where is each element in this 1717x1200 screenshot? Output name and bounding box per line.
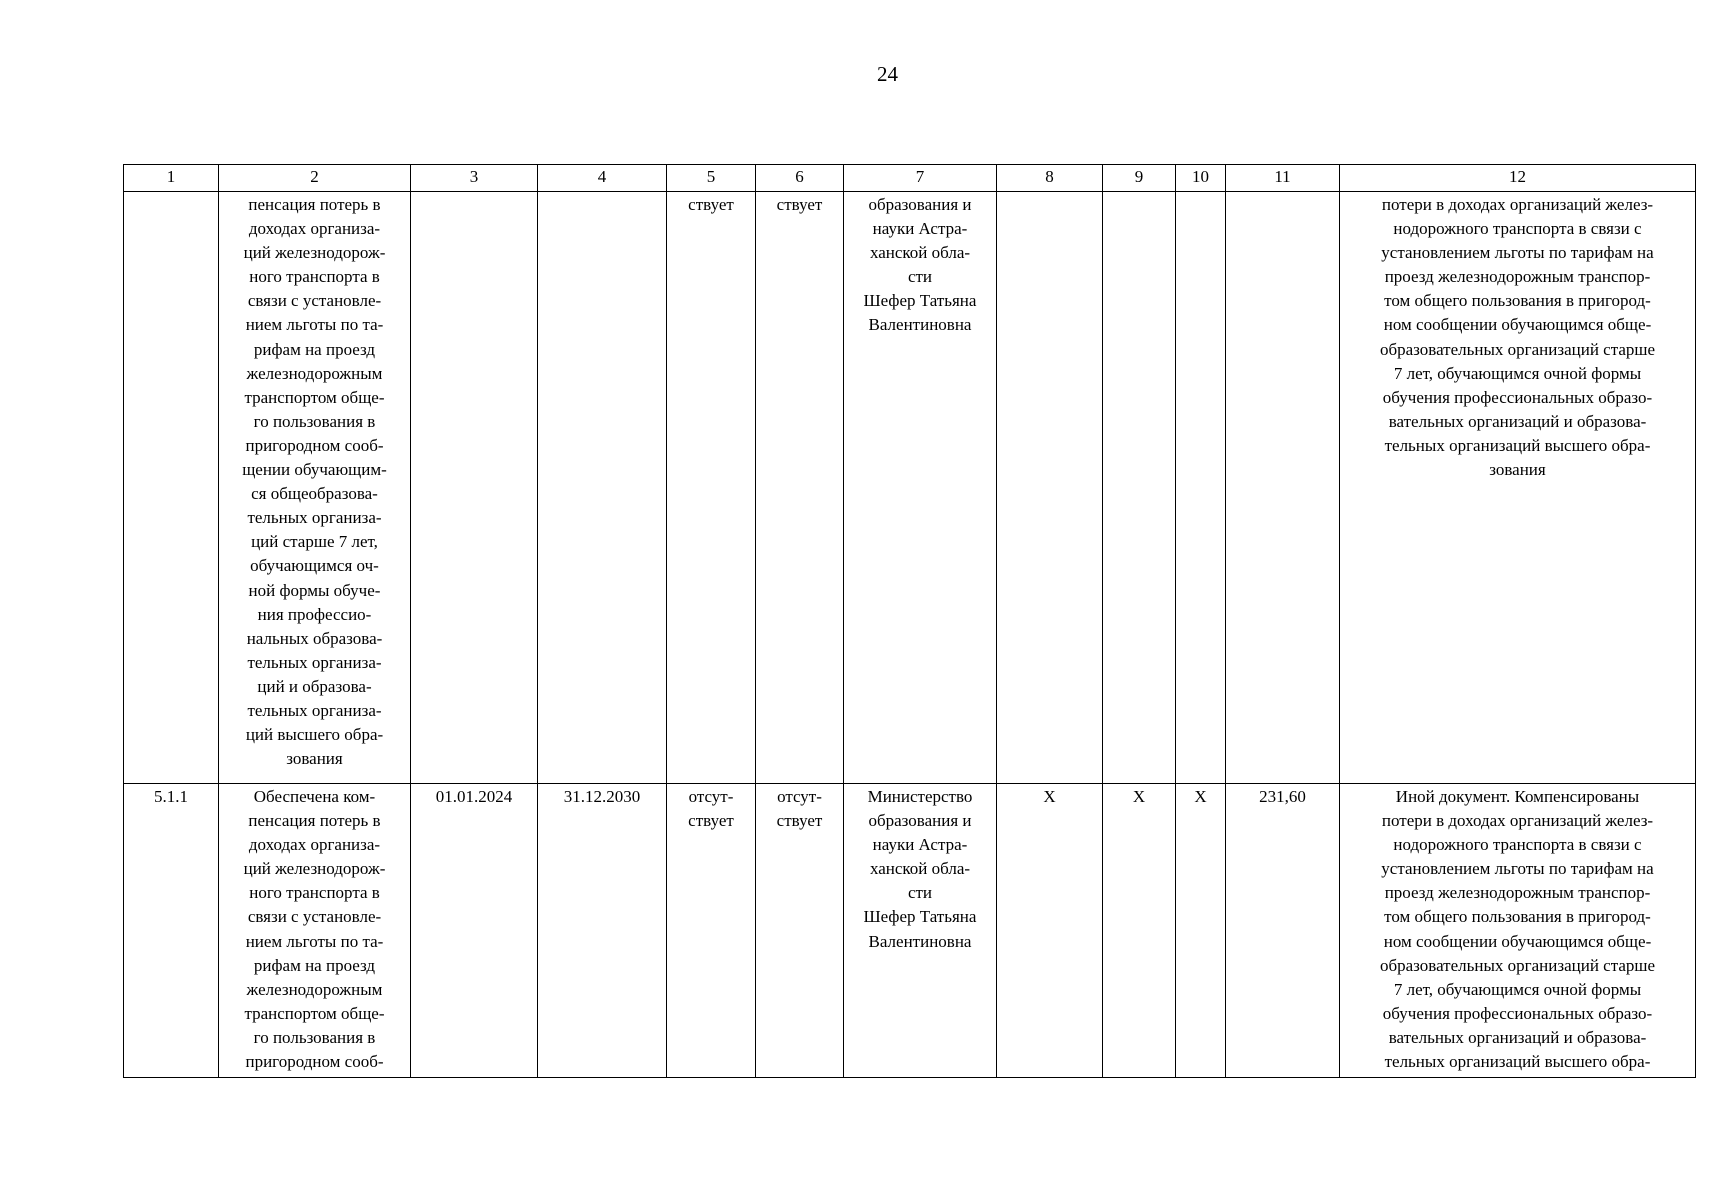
column-header: 9	[1103, 165, 1176, 192]
column-header: 2	[219, 165, 411, 192]
column-header: 5	[667, 165, 756, 192]
cell-number: 5.1.1	[124, 784, 219, 1078]
cell-end-date: 31.12.2030	[538, 784, 667, 1078]
cell-amount	[1226, 192, 1340, 784]
table-header-row	[124, 165, 1696, 192]
column-header: 11	[1226, 165, 1340, 192]
cell-result: потери в доходах организаций желез- нодорожного транспорта в связи с установлением льготы по тарифам на проезд железнодорожным транспор- том общего пользования в пригород- ном сообщении обучающимся обще- образовательных организаций старше 7 лет, обучающимся очной формы обучения профессиональных образо- вательных организаций и образова- тельных организаций высшего обра- зования	[1340, 192, 1696, 784]
column-header: 1	[124, 165, 219, 192]
cell-col10	[1176, 192, 1226, 784]
cell-col8	[997, 192, 1103, 784]
column-header: 7	[844, 165, 997, 192]
table-row	[124, 192, 1696, 784]
cell-number	[124, 192, 219, 784]
cell-col5: ствует	[667, 192, 756, 784]
cell-responsible: Министерство образования и науки Астра- ханской обла- сти Шефер Татьяна Валентиновна	[844, 784, 997, 1078]
data-table	[123, 164, 1696, 1078]
cell-col9	[1103, 192, 1176, 784]
table-row	[124, 784, 1696, 1078]
cell-end-date	[538, 192, 667, 784]
cell-col8: Х	[997, 784, 1103, 1078]
cell-result: Иной документ. Компенсированы потери в доходах организаций желез- нодорожного транспорта в связи с установлением льготы по тарифам на проезд железнодорожным транспор- том общего пользования в пригород- ном сообщении обучающимся обще- образовательных организаций старше 7 лет, обучающимся очной формы обучения профессиональных образо- вательных организаций и образова- тельных организаций высшего обра-	[1340, 784, 1696, 1078]
cell-responsible: образования и науки Астра- ханской обла- сти Шефер Татьяна Валентиновна	[844, 192, 997, 784]
page-number: 24	[877, 62, 898, 86]
cell-col5: отсут- ствует	[667, 784, 756, 1078]
cell-col9: Х	[1103, 784, 1176, 1078]
cell-col6: отсут- ствует	[756, 784, 844, 1078]
cell-description: Обеспечена ком- пенсация потерь в доходах организа- ций железнодорож- ного транспорта в связи с установле- нием льготы по та- рифам на проезд железнодорожным транспортом обще- го пользования в пригородном сооб-	[219, 784, 411, 1078]
column-header: 10	[1176, 165, 1226, 192]
cell-col10: Х	[1176, 784, 1226, 1078]
column-header: 12	[1340, 165, 1696, 192]
column-header: 4	[538, 165, 667, 192]
column-header: 6	[756, 165, 844, 192]
cell-start-date	[411, 192, 538, 784]
column-header: 8	[997, 165, 1103, 192]
cell-col6: ствует	[756, 192, 844, 784]
cell-description: пенсация потерь в доходах организа- ций железнодорож- ного транспорта в связи с установле- нием льготы по та- рифам на проезд железнодорожным транспортом обще- го пользования в пригородном сооб- щении обучающим- ся общеобразова- тельных организа- ций старше 7 лет, обучающимся оч- ной формы обуче- ния профессио- нальных образова- тельных организа- ций и образова- тельных организа- ций высшего обра- зования	[219, 192, 411, 784]
column-header: 3	[411, 165, 538, 192]
cell-amount: 231,60	[1226, 784, 1340, 1078]
cell-start-date: 01.01.2024	[411, 784, 538, 1078]
